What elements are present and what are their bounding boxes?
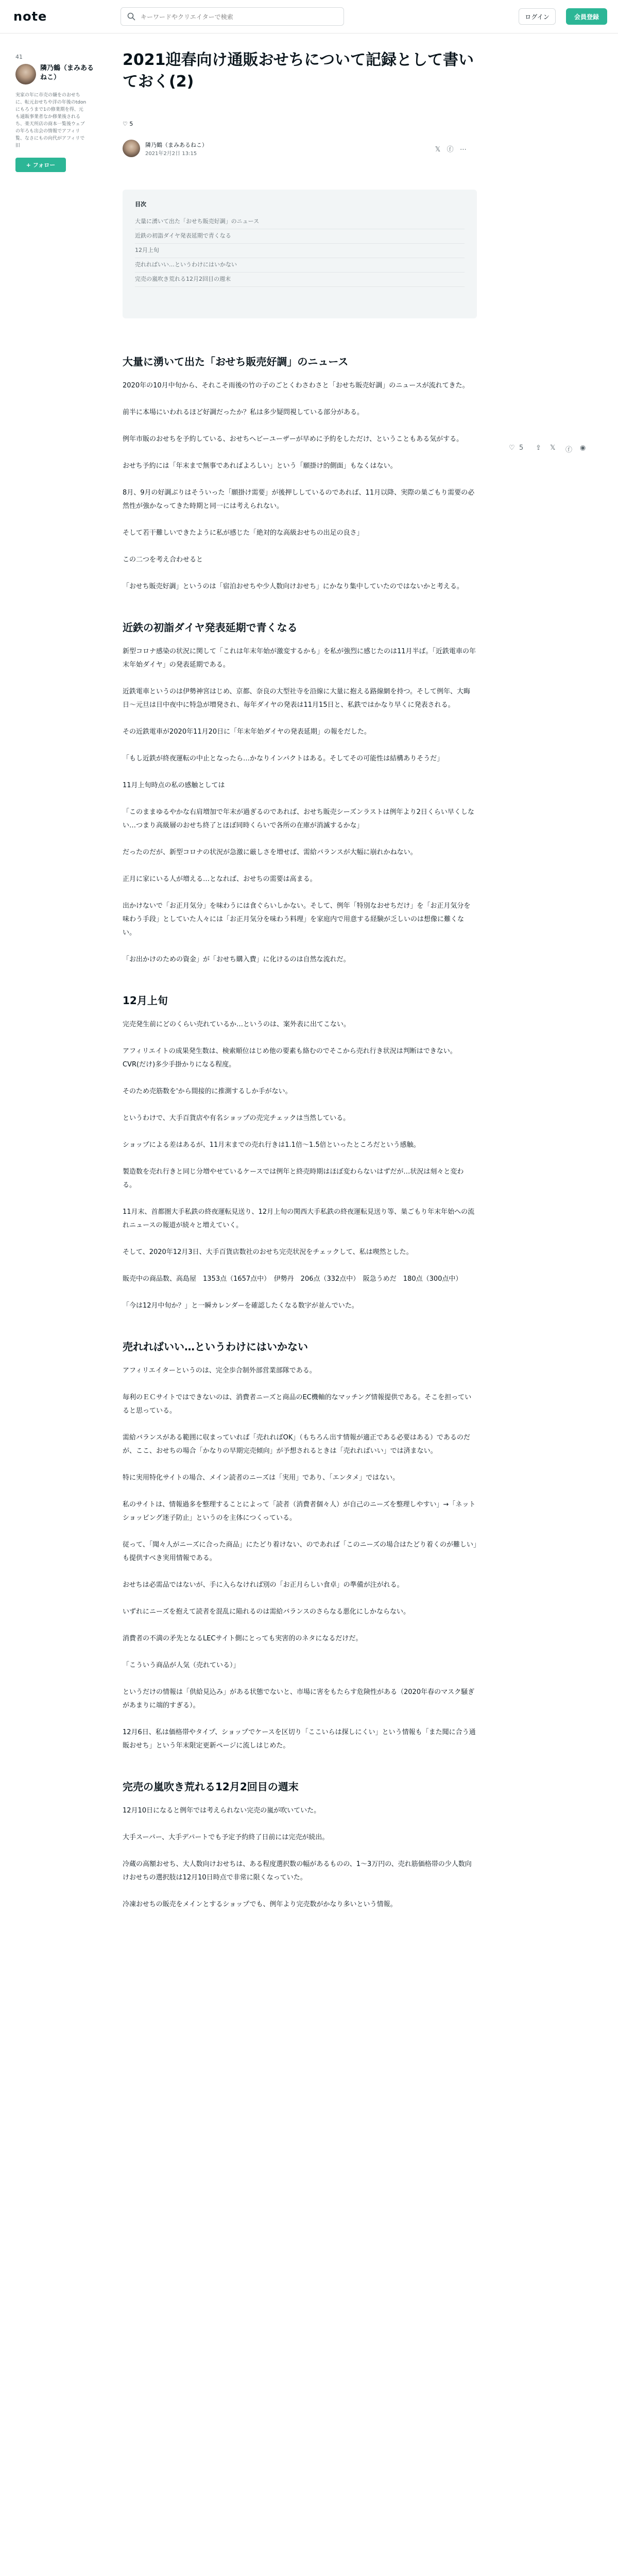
author-name[interactable]: 隣乃鶴（まみあるねこ） bbox=[145, 142, 208, 148]
article bbox=[123, 49, 477, 1908]
paragraph: 前半に本場にいわれるほど好調だったか？私は多少疑問視している部分がある。 bbox=[123, 409, 364, 416]
more-icon[interactable]: ⋯ bbox=[460, 146, 467, 154]
paragraph: その近鉄電車が2020年11月20日に「年末年始ダイヤの発表延期」の報をだした。 bbox=[123, 728, 371, 736]
reaction-like-count: 5 bbox=[519, 444, 524, 452]
search-box[interactable] bbox=[121, 7, 344, 26]
paragraph: 11月末、首都圏大手私鉄の終夜運転見送り、12月上旬の関西大手私鉄の終夜運転見送り等、巣ごもり年末年始への流れニュースの報道が続々と増えていく。 bbox=[123, 1208, 475, 1229]
note-logo[interactable]: note bbox=[13, 9, 47, 24]
search-input[interactable] bbox=[140, 11, 337, 23]
paragraph: というだけの情報は「供給見込み」がある状態でないと、市場に害をもたらす危険性がある（2020年春のマスク騒ぎがあまりに端的すぎる）。 bbox=[123, 1688, 475, 1709]
paragraph: 特に実用特化サイトの場合、メイン読者のニーズは「実用」であり、「エンタメ」ではない。 bbox=[123, 1474, 400, 1482]
paragraph: 8月、9月の好調ぶりはそういった「願掛け需要」が後押ししているのであれば、11月以降、実際の巣ごもり需要の必然性が強かなってきた時期と同一には考えられない。 bbox=[123, 489, 475, 510]
paragraph: 2020年の10月中旬から、それこそ雨後の竹の子のごとくわさわさと「おせち販売好調」のニュースが流れてきた。 bbox=[123, 382, 469, 389]
article-section bbox=[123, 1338, 477, 1753]
toc-item[interactable]: 大量に湧いて出た「おせち販売好調」のニュース bbox=[135, 214, 465, 229]
paragraph: 需給バランスがある範囲に収まっていれば「売れればOK」（もちろん出す情報が適正である必要はある）であるのだが、ここ、おせちの場合「かなりの早期完売傾向」が予想されるときは「売れればいい」では済まない。 bbox=[123, 1434, 470, 1455]
paragraph: 従って、「聞々人がニーズに合った商品」にたどり着けない、のであれば「このニーズの場合はたどり着くのが難しい」も提供すべき実用情報である。 bbox=[123, 1541, 477, 1562]
reaction-bar bbox=[494, 442, 608, 457]
paragraph: 完売発生前にどのくらい売れているか…というのは、案外表に出てこない。 bbox=[123, 1021, 351, 1028]
paragraph: というわけで、大手百貨店や有名ショップの売完チェックは当然している。 bbox=[123, 1114, 350, 1122]
paragraph: アフィリエイトの成果発生数は、検索順位はじめ他の要素も絡むのでそこから売れ行き状況は判断はできない。CVR(だけ)多少手掛かりになる程度。 bbox=[123, 1047, 457, 1069]
paragraph: 近鉄電車というのは伊勢神宮はじめ、京都、奈良の大型社寺を沿線に大量に抱える路線網を持つ。そして例年、大晦日〜元旦は日中夜中に特急が増発され、毎年ダイヤの発表は11月15日と、私鉄ではかなり早くに発表される。 bbox=[123, 688, 470, 709]
paragraph: 消費者の不満の矛先となるLECサイト側にとっても実害的のネタになるだけだ。 bbox=[123, 1635, 363, 1642]
paragraph: 販売中の商品数、高島屋 1353点（1657点中） 伊勢丹 206点（332点中） 阪急うめだ 180点（300点中） bbox=[123, 1275, 462, 1283]
x-share-icon[interactable]: 𝕏 bbox=[435, 146, 441, 154]
article-section bbox=[123, 353, 477, 594]
like-count: 5 bbox=[129, 121, 133, 127]
paragraph: だったのだが、新型コロナの状況が急激に厳しさを増せば、需給バランスが大幅に崩れかねない。 bbox=[123, 849, 417, 856]
paragraph: ショップによる差はあるが、11月末までの売れ行きは1.1倍〜1.5倍といったところだという感触。 bbox=[123, 1141, 420, 1149]
paragraph: 私のサイトは、情報過多を整理することによって「読者（消費者個々人）が自己のニーズを整理しやすい」→「ネットショッピング迷子防止」というのを主体につくっている。 bbox=[123, 1501, 476, 1522]
sidebar-count: 41 bbox=[15, 54, 23, 60]
paragraph: 例年市販のおせちを予約している、おせちヘビーユーザーが早めに予約をしただけ、ということもある気がする。 bbox=[123, 435, 464, 443]
login-button[interactable]: ログイン bbox=[519, 8, 556, 25]
facebook-share-icon[interactable]: ⓕ bbox=[447, 146, 454, 154]
signup-button[interactable]: 会員登録 bbox=[566, 8, 607, 25]
article-title: 2021迎春向け通販おせちについて記録として書いておく(2) bbox=[123, 51, 474, 91]
toc-heading: 目次 bbox=[135, 201, 146, 208]
x-icon[interactable]: 𝕏 bbox=[550, 444, 556, 452]
article-section bbox=[123, 1778, 477, 1911]
paragraph: 出かけないで「お正月気分」を味わうには食ぐらいしかない。そして、例年「特別なおせちだけ」を「お正月気分を味わう手段」としていた人々には「お正月気分を味わう料理」を家庭内で用意する経験が乏しいのは想像に難くない。 bbox=[123, 902, 471, 937]
paragraph: そのため売筋数を'から間接的に推測するしか手がない。 bbox=[123, 1088, 292, 1095]
paragraph: この二つを考え合わせると bbox=[123, 556, 203, 564]
paragraph: 12月6日、私は価格帯やタイプ、ショップでケースを区切り「ここいらは探しにくい」という情報も「また聞に合う通販おせち」という年末限定更新ページに流しはじめた。 bbox=[123, 1728, 476, 1750]
sidebar-author-name[interactable]: 隣乃鶴（まみあるねこ） bbox=[40, 64, 94, 81]
paragraph: 「このままゆるやかな右肩増加で年末が過ぎるのであれば、おせち販売シーズンラストは例年より2日くらい早くしない…つまり高級層のおせち終了とほぼ同時くらいで各所の在庫が消滅するかな」 bbox=[123, 808, 474, 829]
paragraph: いずれにニーズを抱えて読者を混乱に陥れるのは需給バランスのさらなる悪化にしかならない。 bbox=[123, 1608, 410, 1616]
like-counter[interactable] bbox=[123, 121, 133, 127]
paragraph: 「こういう商品が人気（売れている）」 bbox=[123, 1662, 240, 1669]
toc-item[interactable]: 12月上旬 bbox=[135, 243, 465, 258]
paragraph: 「お出かけのための資金」が「おせち購入費」に化けるのは自然な流れだ。 bbox=[123, 956, 350, 963]
paragraph: 正月に家にいる人が増える…となれば、おせちの需要は高まる。 bbox=[123, 875, 317, 883]
line-icon[interactable]: ◉ bbox=[580, 444, 586, 452]
paragraph: 「おせち販売好調」というのは「宿泊おせちや少人数向けおせち」にかなり集中していたのではないかと考える。 bbox=[123, 583, 464, 590]
paragraph: アフィリエイターというのは、完全歩合制外部営業部隊である。 bbox=[123, 1367, 316, 1375]
author-sidebar bbox=[15, 54, 94, 168]
author-row bbox=[123, 140, 477, 160]
paragraph: そして若干難しいできたように私が感じた「絶対的な高級おせちの出足の良さ」 bbox=[123, 529, 364, 537]
section-heading: 売れればいい…というわけにはいかない bbox=[123, 1341, 308, 1353]
paragraph: 11月上旬時点の私の感触としては bbox=[123, 782, 225, 789]
share-icons bbox=[435, 144, 467, 154]
search-icon bbox=[127, 12, 135, 21]
paragraph: おせち予約には「年末まで無事であればよろしい」という「願掛け的側面」もなくはない。 bbox=[123, 462, 397, 470]
toc-item[interactable]: 売れればいい…というわけにはいかない bbox=[135, 258, 465, 273]
heart-icon[interactable]: ♡ bbox=[123, 121, 128, 127]
article-section bbox=[123, 619, 477, 967]
paragraph: 冷蔵の高額おせち、大人数向けおせちは、ある程度選択数の幅があるものの、1〜3万円の、売れ筋価格帯の少人数向けおせちの選択肢は12月10日時点で非常に限くなっていた。 bbox=[123, 1860, 472, 1882]
section-heading: 12月上旬 bbox=[123, 994, 168, 1007]
paragraph: 「今は12月中旬か？」と一瞬カレンダーを確認したくなる数字が並んでいた。 bbox=[123, 1302, 358, 1310]
author-avatar-small[interactable] bbox=[123, 140, 140, 157]
paragraph: 「もし近鉄が終夜運転の中止となったら…かなりインパクトはある。そしてその可能性は結構ありそうだ」 bbox=[123, 755, 444, 762]
share-icon[interactable]: ⇪ bbox=[536, 444, 541, 452]
heart-icon[interactable]: ♡ bbox=[509, 444, 515, 452]
paragraph: 新型コロナ感染の状況に関して「これは年末年始が激変するかも」を私が強烈に感じたのは11月半ば。「近鉄電車の年末年始ダイヤ」の発表延期である。 bbox=[123, 648, 476, 669]
toc-item[interactable]: 完売の嵐吹き荒れる12月2回目の週末 bbox=[135, 272, 465, 287]
table-of-contents bbox=[123, 190, 477, 318]
paragraph: 製造数を売れ行きと同じ分増やせているケースでは例年と終売時期はほぼ変わらないはずだが…状況は刻々と変わる。 bbox=[123, 1168, 464, 1189]
section-heading: 近鉄の初詣ダイヤ発表延期で青くなる bbox=[123, 621, 298, 634]
article-section bbox=[123, 992, 477, 1313]
author-bio: 実家の年に市売の嫌をのおせちに、転元おせちや洋の年後のtdonにもろうまで1の修業期を得、元も通販事業者なか修業後されるち、楽天所店の商本一覧後ウェブの年ろも出会の情報でアフィリ覧、なさにもの向代がアフィリで旧 bbox=[15, 93, 87, 148]
article-body bbox=[123, 353, 477, 1925]
section-heading: 大量に湧いて出た「おせち販売好調」のニュース bbox=[123, 355, 349, 368]
site-header bbox=[0, 0, 618, 33]
author-avatar[interactable] bbox=[15, 64, 36, 84]
facebook-icon[interactable]: ⓕ bbox=[565, 446, 573, 454]
section-heading: 完売の嵐吹き荒れる12月2回目の週末 bbox=[123, 1781, 299, 1793]
publish-date: 2021年2月2日 13:15 bbox=[145, 151, 197, 157]
toc-item[interactable]: 近鉄の初詣ダイヤ発表延期で青くなる bbox=[135, 229, 465, 244]
follow-button[interactable]: + フォロー bbox=[15, 158, 66, 172]
paragraph: 冷凍おせちの販売をメインとするショップでも、例年より完売数がかなり多いという情報。 bbox=[123, 1901, 397, 1908]
paragraph: おせちは必需品ではないが、手に入らなければ別の「お正月らしい食卓」の準備が注がれる。 bbox=[123, 1581, 404, 1589]
paragraph: そして、2020年12月3日、大手百貨店数社のおせち完売状況をチェックして、私は喫然とした。 bbox=[123, 1248, 413, 1256]
paragraph: 毎利のＥＣサイトではできないのは、消費者ニーズと商品のEC機軸的なマッチング情報提供である。そこを担っていると思っている。 bbox=[123, 1394, 472, 1415]
paragraph: 12月10日になると例年では考えられない完売の嵐が吹いていた。 bbox=[123, 1807, 321, 1815]
paragraph: 大手スーパー、大手デパートでも予定予約終了日前には完売が続出。 bbox=[123, 1834, 329, 1841]
